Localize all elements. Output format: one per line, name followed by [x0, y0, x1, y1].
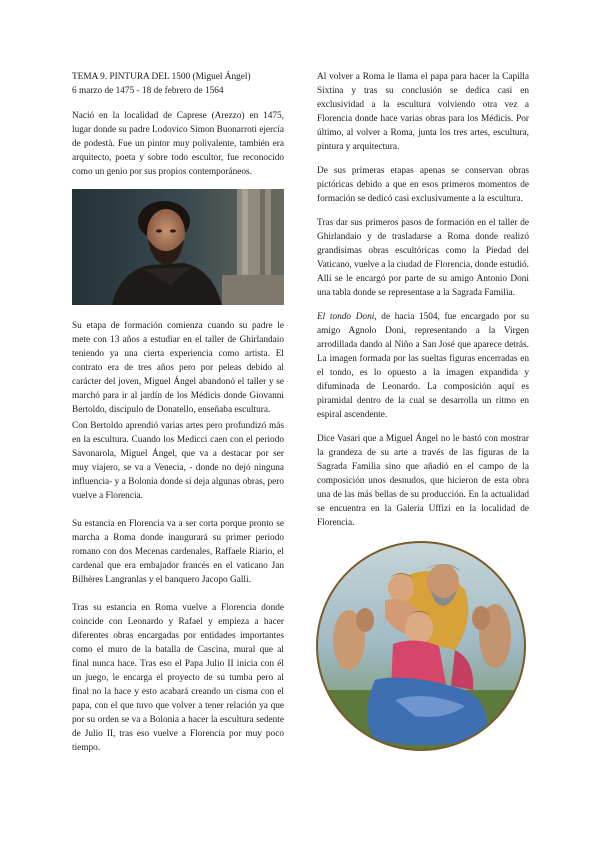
paragraph-rome-first-period: Su estancia en Florencia va a ser corta porque pronto se marcha a Roma donde inaugurará su primer periodo romano con dos Mecenas cardenales, Raffaele Riario, el cardenal que era embajador francés en el vaticano Jan Bilhères Langranlas y el banquero Jacopo Galli.: [72, 519, 284, 585]
michelangelo-portrait-image: [72, 189, 284, 305]
title-line-1: TEMA 9. PINTURA DEL 1500 (Miguel Ángel): [72, 72, 251, 82]
paragraph-vasari: Dice Vasari que a Miguel Ángel no le bastó con mostrar la grandeza de su arte a través de las figuras de la Sagrada Familia sino que añadió en el campo de la composición unos desnudos, que hicieron de esta obra una de las más bellas de su producción. En la actualidad se encuentra en la Galería Uffizi en la localidad de Florencia.: [317, 434, 529, 528]
right-column: [317, 70, 529, 752]
paragraph-bertoldo: Con Bertoldo aprendió varias artes pero profundizó más en la escultura. Cuando los Medicci caen con el periodo Savonarola, Miguel Ángel, que va a destacar por ser muy viajero, se va a Venecia, - donde no dejó ninguna influencia- y a Bolonia donde sí deja algunas obras, pero vuelve a Florencia.: [72, 421, 284, 501]
paragraph-early-stages: De sus primeras etapas apenas se conservan obras pictóricas debido a que en esos primeros momentos de formación se dedicó casi exclusivamente a la escultura.: [317, 166, 529, 204]
tondo-doni-painting-image: [315, 540, 527, 752]
paragraph-doni-commission: Tras dar sus primeros pasos de formación en el taller de Ghirlandaio y de trasladarse a Roma donde realizó grandísimas obras escultóricas como la Piedad del Vaticano, vuelve a la ciudad de Florencia, donde estudió. Allí se le encargó por parte de su amigo Antonio Doni una tabla donde se representase a la Sagrada Familia.: [317, 218, 529, 298]
title-line-2: 6 marzo de 1475 - 18 de febrero de 1564: [72, 86, 224, 96]
left-column: [72, 70, 284, 765]
tondo-doni-description: , de hacia 1504, fue encargado por su amigo Agnolo Doni, representando a la Virgen arrodillada dando al Niño a San José que aparece detrás. La imagen formada por las sueltas figuras encerradas en el tondo, es lo opuesto a la imagen expandida y difuminada de Leonardo. La composición aquí es piramidal dentro de la cual se desarrolla un ritmo en espiral ascendente.: [317, 312, 529, 420]
paragraph-tondo-doni: [317, 310, 529, 422]
paragraph-sistine-chapel: Al volver a Roma le llama el papa para hacer la Capilla Sixtina y tras su conclusión se dedica casi en exclusividad a la escultura volviendo otra vez a Florencia donde hace varias obras para los Médicis. Por último, al volver a Roma, junta los tres artes, escultura, pintura y arquitectura.: [317, 72, 529, 152]
tondo-doni-title: El tondo Doni: [317, 312, 375, 322]
paragraph-return-florence: Tras su estancia en Roma vuelve a Florencia donde coincide con Leonardo y Rafael y empieza a hacer diferentes obras encargadas por entidades importantes como el muro de la batalla de Cascina, mural que al final nunca hace. Tras eso el Papa Julio II inicia con él un juego, le encarga el proyecto de su tumba pero al final no la hace y esto acabará creando un cisma con el papa, con el que tuvo que volver a tener relación ya que por su orden se va a Bolonia a hacer la escultura sedente de Julio II, tras eso vuelve a Florencia por muy poco tiempo.: [72, 603, 284, 753]
paragraph-formation: Su etapa de formación comienza cuando su padre le mete con 13 años a estudiar en el taller de Ghirlandaio teniendo ya una cierta experiencia como artista. El contrato era de tres años pero por peleas debido al carácter del joven, Miguel Ángel abandonó el taller y se marchó para ir al jardín de los Médicis donde Giovanni Bertoldo, discípulo de Donatello, enseñaba escultura.: [72, 321, 284, 415]
paragraph-biography: Nació en la localidad de Caprese (Arezzo) en 1475, lugar donde su padre Lodovico Simon Buonarroti ejercía de podestà. Fue un pintor muy polivalente, también era arquitecto, poeta y sobre todo escultor, fue reconocido como un genio por sus propios contemporáneos.: [72, 111, 284, 177]
page-title: [72, 70, 284, 98]
